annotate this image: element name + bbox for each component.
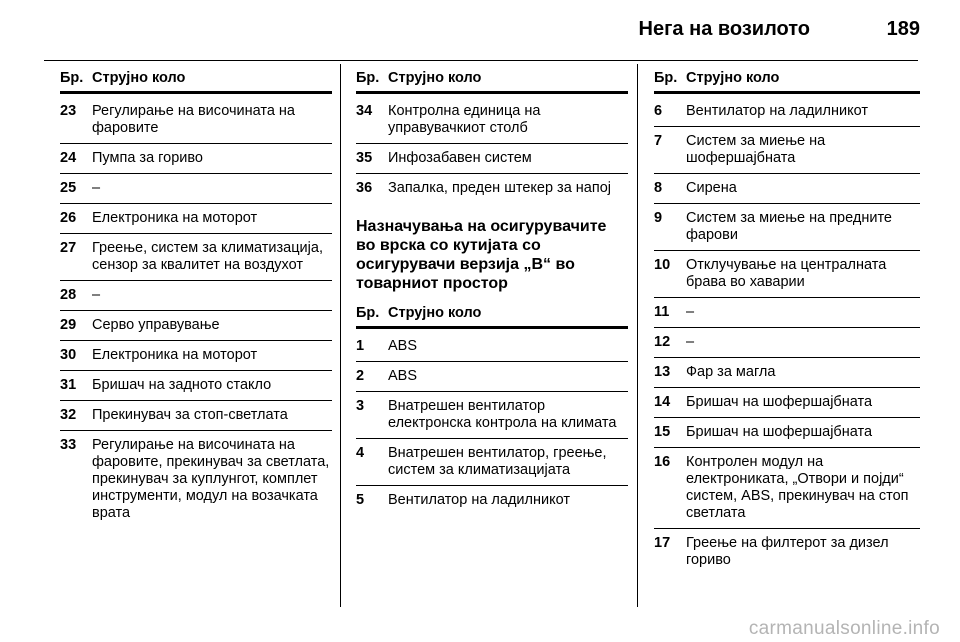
fuse-number: 36 <box>356 180 373 196</box>
circuit-description: – <box>92 287 101 303</box>
table-row <box>654 388 920 418</box>
header-rule <box>44 60 918 61</box>
table-row <box>654 328 920 358</box>
circuit-description: Сирена <box>686 180 737 196</box>
table-row <box>60 234 332 281</box>
table-row <box>356 362 628 392</box>
table-header <box>356 305 628 329</box>
fuse-number: 3 <box>356 398 365 414</box>
circuit-description: Бришач на шофершајбната <box>686 424 873 440</box>
table-header <box>356 70 628 94</box>
table-row <box>356 439 628 486</box>
column-divider <box>340 64 341 607</box>
fuse-number: 28 <box>60 287 77 303</box>
circuit-description: Електроника на моторот <box>92 210 258 226</box>
table-row <box>654 174 920 204</box>
circuit-description: Греење на филтерот за дизел гориво <box>686 535 889 568</box>
table-row <box>356 486 628 515</box>
header-circuit: Струјно коло <box>388 305 482 321</box>
fuse-number: 5 <box>356 492 365 508</box>
table-row <box>60 341 332 371</box>
table-row <box>356 392 628 439</box>
circuit-description: – <box>686 304 695 320</box>
circuit-description: Систем за миење на предните фарови <box>686 210 892 243</box>
table-row <box>654 298 920 328</box>
fuse-number: 2 <box>356 368 365 384</box>
fuse-list <box>356 97 628 203</box>
watermark[interactable]: carmanualsonline.info <box>748 618 940 639</box>
circuit-description: Бришач на шофершајбната <box>686 394 873 410</box>
circuit-description: ABS <box>388 338 418 354</box>
table-row <box>60 371 332 401</box>
fuse-number: 33 <box>60 437 77 453</box>
circuit-description: Греење, систем за климатизација, сензор за квалитет на воздухот <box>92 240 323 273</box>
fuse-number: 9 <box>654 210 663 226</box>
fuse-number: 14 <box>654 394 671 410</box>
table-row <box>356 332 628 362</box>
table-row <box>654 358 920 388</box>
header-circuit: Струјно коло <box>92 70 186 86</box>
header-no: Бр. <box>60 70 84 86</box>
fuse-number: 30 <box>60 347 77 363</box>
fuse-number: 35 <box>356 150 373 166</box>
fuse-number: 11 <box>654 304 670 320</box>
table-row <box>60 174 332 204</box>
circuit-description: Серво управување <box>92 317 220 333</box>
fuse-number: 15 <box>654 424 671 440</box>
circuit-description: Вентилатор на ладилникот <box>388 492 570 508</box>
circuit-description: Регулирање на височината на фаровите <box>92 103 295 136</box>
header-circuit: Струјно коло <box>686 70 780 86</box>
fuse-number: 10 <box>654 257 671 273</box>
section-title: Назначувања на осигурувачите во врска со кутијата со осигурувачи верзија „B“ во товарниот простор <box>356 218 607 292</box>
column-3 <box>654 70 920 575</box>
page-number: 189 <box>886 18 920 40</box>
table-row <box>60 431 332 528</box>
fuse-list <box>60 97 332 528</box>
table-row <box>60 204 332 234</box>
circuit-description: Запалка, преден штекер за напој <box>388 180 611 196</box>
table-header <box>60 70 332 94</box>
table-row <box>654 529 920 575</box>
circuit-description: Внатрешен вентилатор, греење, систем за климатизацијата <box>388 445 607 478</box>
table-row <box>654 418 920 448</box>
fuse-number: 25 <box>60 180 77 196</box>
fuse-number: 29 <box>60 317 77 333</box>
circuit-description: Отклучување на централната брава во хаварии <box>686 257 887 290</box>
page-title: Нега на возилото <box>638 18 810 40</box>
table-row <box>60 311 332 341</box>
header-no: Бр. <box>356 70 380 86</box>
fuse-number: 4 <box>356 445 365 461</box>
column-divider <box>637 64 638 607</box>
header-no: Бр. <box>654 70 678 86</box>
circuit-description: – <box>92 180 101 196</box>
table-header <box>654 70 920 94</box>
circuit-description: ABS <box>388 368 418 384</box>
fuse-number: 34 <box>356 103 373 119</box>
table-row <box>654 127 920 174</box>
circuit-description: Контролен модул на електрониката, „Отвори и појди“ систем, ABS, прекинувач на стоп светлата <box>686 454 909 521</box>
fuse-number: 13 <box>654 364 671 380</box>
circuit-description: – <box>686 334 695 350</box>
circuit-description: Бришач на задното стакло <box>92 377 272 393</box>
circuit-description: Фар за магла <box>686 364 776 380</box>
header-no: Бр. <box>356 305 380 321</box>
table-row <box>654 97 920 127</box>
circuit-description: Систем за миење на шофершајбната <box>686 133 826 166</box>
table-row <box>356 144 628 174</box>
table-row <box>356 97 628 144</box>
circuit-description: Внатрешен вентилатор електронска контрола на климата <box>388 398 617 431</box>
fuse-number: 8 <box>654 180 663 196</box>
circuit-description: Инфозабавен систем <box>388 150 532 166</box>
circuit-description: Електроника на моторот <box>92 347 258 363</box>
fuse-number: 27 <box>60 240 77 256</box>
circuit-description: Вентилатор на ладилникот <box>686 103 868 119</box>
fuse-number: 6 <box>654 103 663 119</box>
circuit-description: Прекинувач за стоп-светлата <box>92 407 288 423</box>
fuse-number: 7 <box>654 133 663 149</box>
fuse-number: 23 <box>60 103 77 119</box>
circuit-description: Регулирање на височината на фаровите, прекинувач за светлата, прекинувач за куплунгот, комплет инструменти, модул на возачката врата <box>92 437 330 521</box>
fuse-number: 32 <box>60 407 77 423</box>
table-row <box>60 401 332 431</box>
table-row <box>356 174 628 203</box>
header-circuit: Струјно коло <box>388 70 482 86</box>
fuse-number: 16 <box>654 454 671 470</box>
fuse-number: 26 <box>60 210 77 226</box>
fuse-number: 12 <box>654 334 671 350</box>
fuse-number: 1 <box>356 338 365 354</box>
circuit-description: Контролна единица на управувачкиот столб <box>388 103 541 136</box>
table-row <box>60 281 332 311</box>
table-row <box>654 204 920 251</box>
column-2 <box>356 70 628 515</box>
column-1 <box>60 70 332 528</box>
table-row <box>60 97 332 144</box>
fuse-list <box>654 97 920 575</box>
circuit-description: Пумпа за гориво <box>92 150 203 166</box>
fuse-number: 17 <box>654 535 671 551</box>
fuse-number: 31 <box>60 377 77 393</box>
table-row <box>654 448 920 529</box>
table-row <box>654 251 920 298</box>
fuse-number: 24 <box>60 150 77 166</box>
fuse-list <box>356 332 628 515</box>
table-row <box>60 144 332 174</box>
